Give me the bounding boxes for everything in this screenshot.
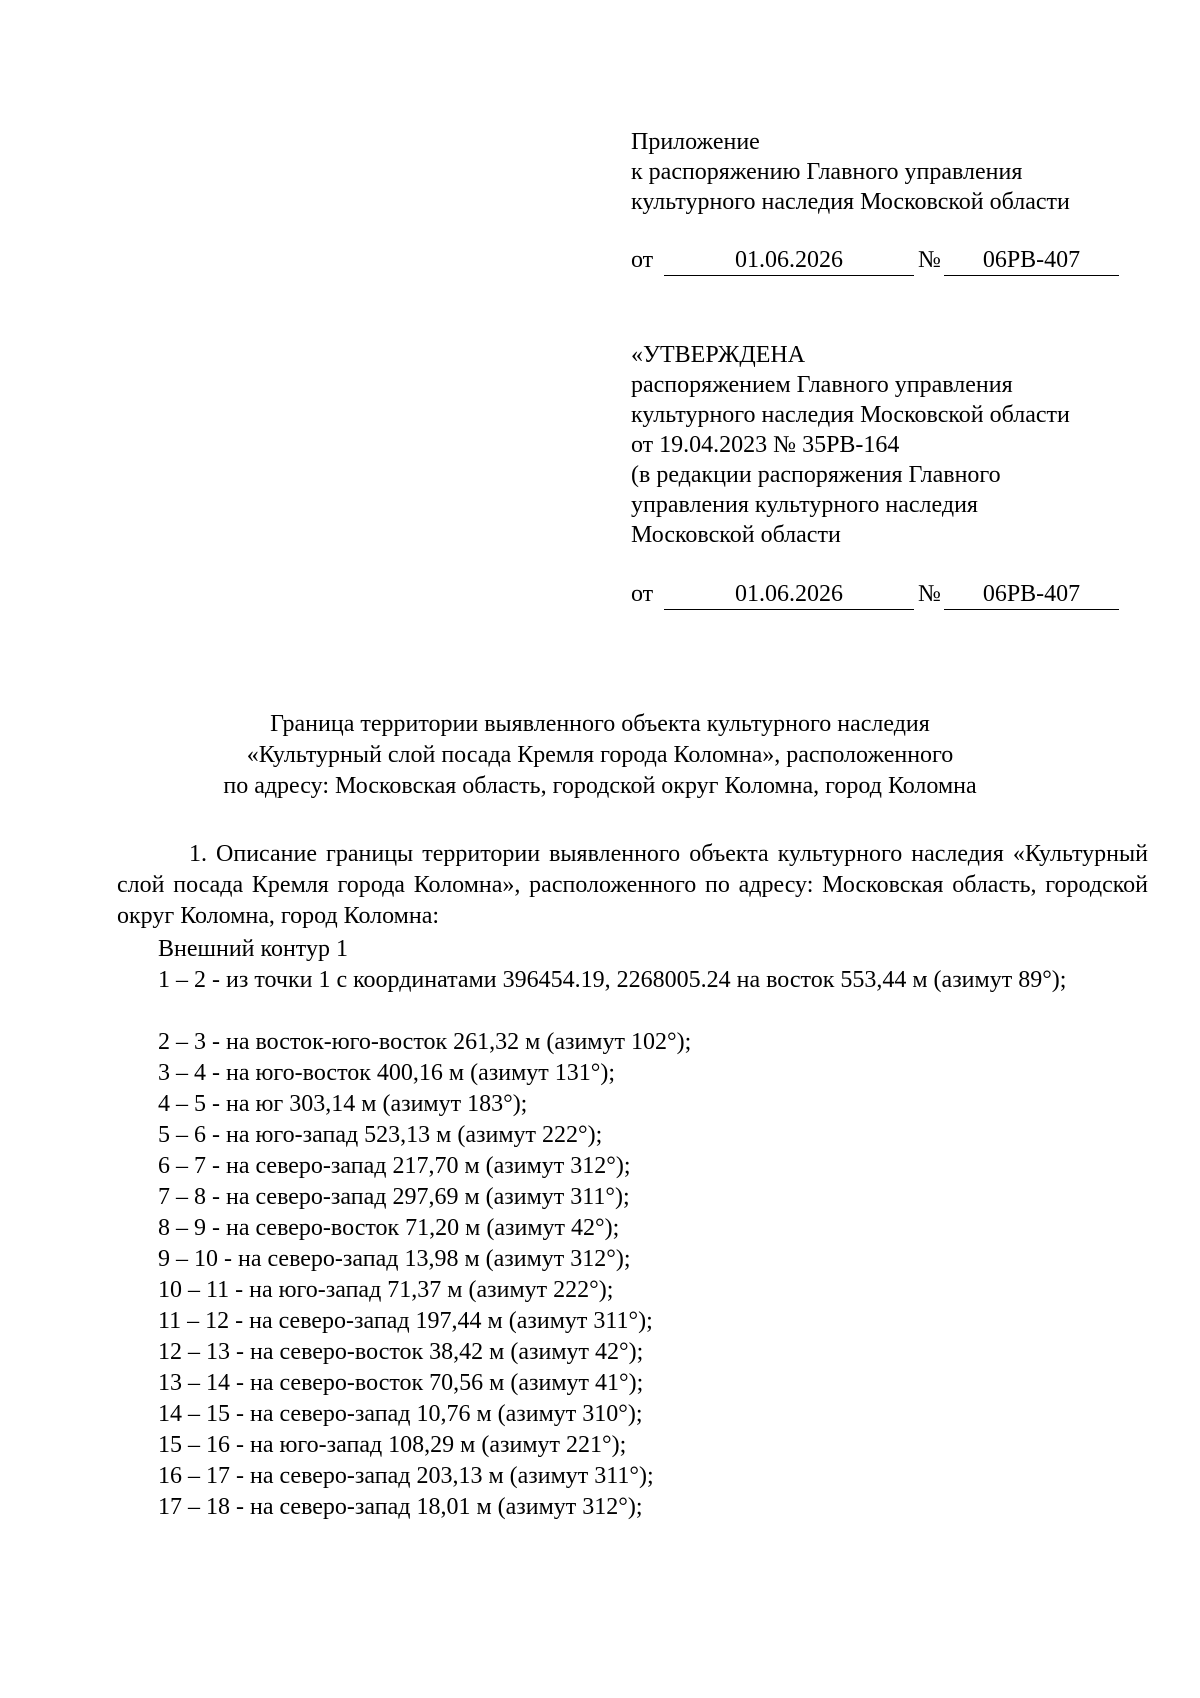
list-item: 10 – 11 - на юго-запад 71,37 м (азимут 222°); [158,1277,614,1303]
approved-line-4: от 19.04.2023 № 35РВ-164 [631,432,900,458]
list-item: 12 – 13 - на северо-восток 38,42 м (азимут 42°); [158,1339,644,1365]
approved-date-number-row [631,581,1131,611]
approved-line-5: (в редакции распоряжения Главного [631,462,1001,488]
list-item: 3 – 4 - на юго-восток 400,16 м (азимут 131°); [158,1060,615,1086]
list-item: 17 – 18 - на северо-запад 18,01 м (азимут 312°); [158,1494,643,1520]
document-title-line-1: Граница территории выявленного объекта культурного наследия [270,711,930,737]
date-prefix: от [631,581,654,607]
document-title-line-3: по адресу: Московская область, городской округ Коломна, город Коломна [223,773,977,799]
order-date: 01.06.2026 [664,581,914,610]
appendix-label: Приложение [631,129,760,155]
order-date: 01.06.2026 [664,247,914,276]
list-item: 8 – 9 - на северо-восток 71,20 м (азимут 42°); [158,1215,620,1241]
contour-heading: Внешний контур 1 [158,936,348,962]
approved-line-2: распоряжением Главного управления [631,372,1013,398]
appendix-authority: культурного наследия Московской области [631,189,1070,215]
order-number: 06РВ-407 [944,247,1119,276]
order-number: 06РВ-407 [944,581,1119,610]
list-item: 9 – 10 - на северо-запад 13,98 м (азимут 312°); [158,1246,631,1272]
list-item: 7 – 8 - на северо-запад 297,69 м (азимут 311°); [158,1184,630,1210]
approved-heading: «УТВЕРЖДЕНА [631,342,806,368]
list-item: 2 – 3 - на восток-юго-восток 261,32 м (азимут 102°); [158,1029,692,1055]
approved-line-6: управления культурного наследия [631,492,978,518]
appendix-subtitle: к распоряжению Главного управления [631,159,1023,185]
document-title-line-2: «Культурный слой посада Кремля города Коломна», расположенного [246,742,954,768]
segment-1-2: 1 – 2 - из точки 1 с координатами 396454.19, 2268005.24 на восток 553,44 м (азимут 89°); [158,967,1067,993]
section-1-intro: 1. Описание границы территории выявленного объекта культурного наследия «Культурный слой посада Кремля города Коломна», расположенного по адресу: Московская область, городской округ Коломна, город Коломна: [117,841,1148,929]
list-item: 16 – 17 - на северо-запад 203,13 м (азимут 311°); [158,1463,654,1489]
date-prefix: от [631,247,654,273]
list-item: 5 – 6 - на юго-запад 523,13 м (азимут 222°); [158,1122,603,1148]
list-item: 15 – 16 - на юго-запад 108,29 м (азимут 221°); [158,1432,627,1458]
list-item: 14 – 15 - на северо-запад 10,76 м (азимут 310°); [158,1401,643,1427]
list-item: 6 – 7 - на северо-запад 217,70 м (азимут 312°); [158,1153,631,1179]
list-item: 11 – 12 - на северо-запад 197,44 м (азимут 311°); [158,1308,653,1334]
list-item: 4 – 5 - на юг 303,14 м (азимут 183°); [158,1091,528,1117]
approved-line-3: культурного наследия Московской области [631,402,1070,428]
approved-line-7: Московской области [631,522,841,548]
appendix-date-number-row [631,247,1131,277]
list-item: 13 – 14 - на северо-восток 70,56 м (азимут 41°); [158,1370,644,1396]
number-sign: № [918,247,941,273]
number-sign: № [918,581,941,607]
